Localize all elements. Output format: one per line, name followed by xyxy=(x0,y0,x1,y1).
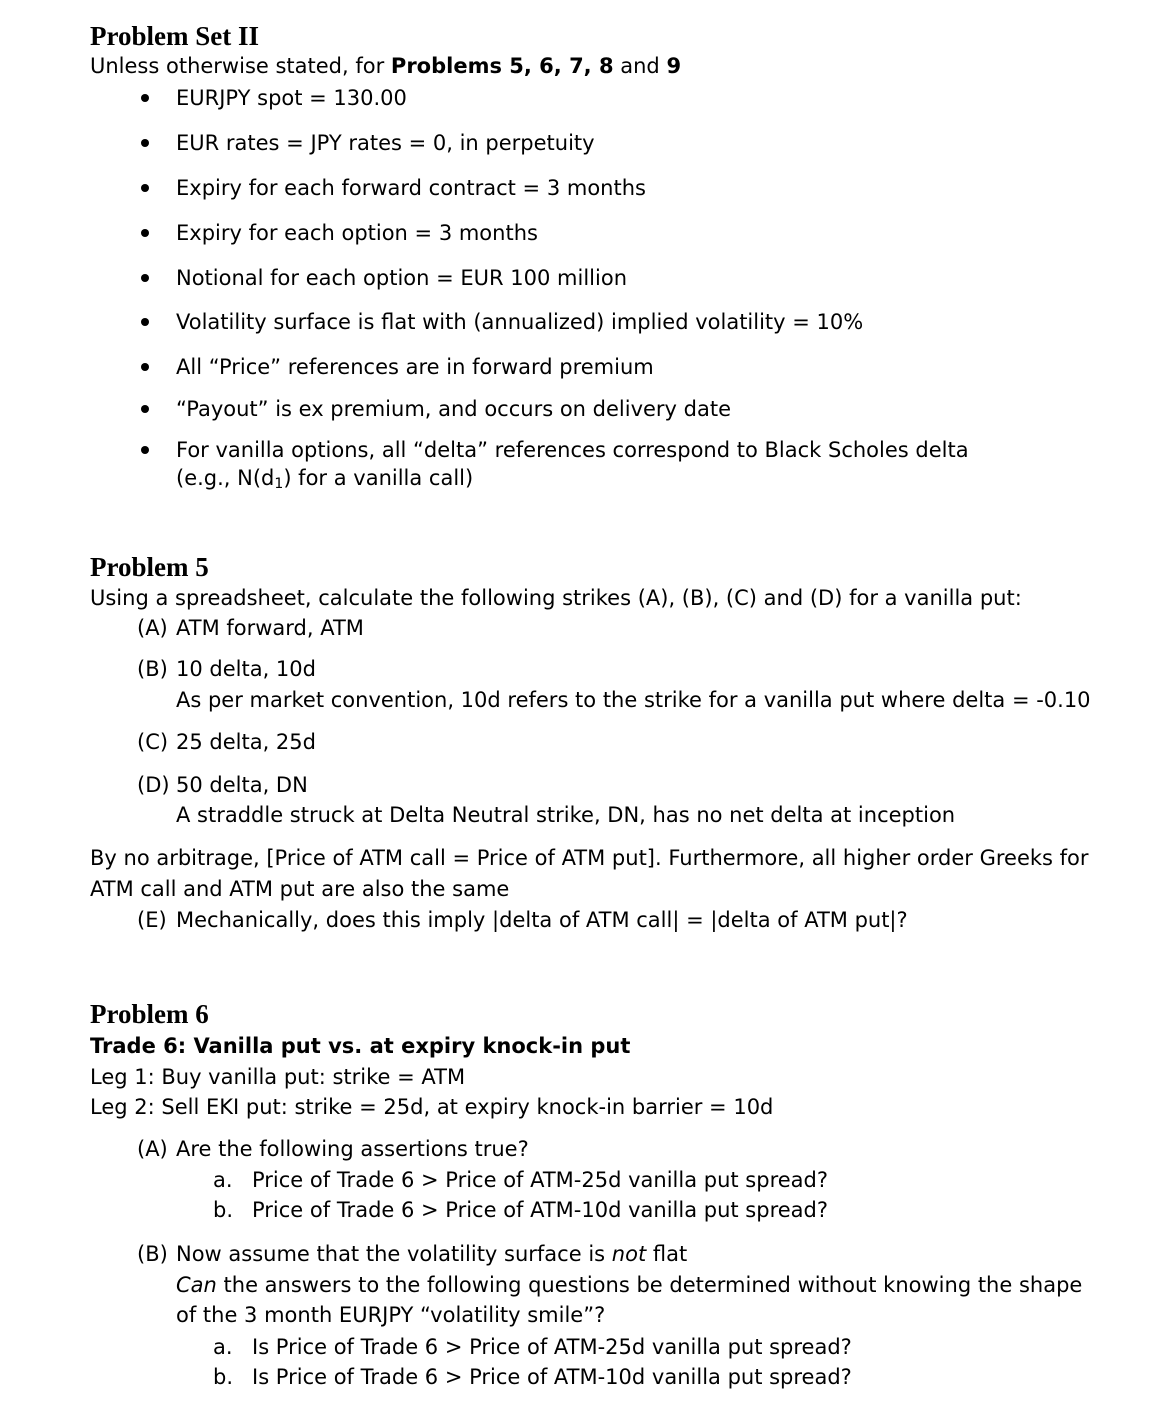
item-label: (B) xyxy=(137,1242,168,1266)
bullet-item: “Payout” is ex premium, and occurs on delivery date xyxy=(176,397,732,421)
bullet-dot xyxy=(141,139,149,147)
intro-prefix: Unless otherwise stated, for xyxy=(90,54,391,78)
item-label: (E) xyxy=(137,908,167,932)
item-text: Are the following assertions true? xyxy=(176,1137,529,1161)
bullet-dot xyxy=(141,446,149,454)
item-label: (A) xyxy=(137,616,168,640)
intro-and: and xyxy=(613,54,667,78)
bullet-item-continuation xyxy=(176,464,473,492)
item-text: Mechanically, does this imply |delta of ATM call| = |delta of ATM put|? xyxy=(176,908,908,932)
sub-item-text: Price of Trade 6 > Price of ATM-25d vanilla put spread? xyxy=(252,1168,829,1192)
b-question-emphasis: Can xyxy=(176,1273,217,1297)
b-question-line-2: of the 3 month EURJPY “volatility smile”? xyxy=(176,1303,606,1327)
b-text-suffix: flat xyxy=(646,1242,688,1266)
b-question-line-1 xyxy=(176,1271,1082,1299)
bullet-dot xyxy=(141,318,149,326)
trade-6-leg-2: Leg 2: Sell EKI put: strike = 25d, at expiry knock-in barrier = 10d xyxy=(90,1095,774,1119)
item-label: (D) xyxy=(137,773,170,797)
problem-5-paragraph-line-1: By no arbitrage, [Price of ATM call = Price of ATM put]. Furthermore, all higher order Greeks for xyxy=(90,846,1089,870)
problem-set-title: Problem Set II xyxy=(90,21,259,51)
trade-6-title: Trade 6: Vanilla put vs. at expiry knock-in put xyxy=(90,1034,631,1058)
sub-item-text: Is Price of Trade 6 > Price of ATM-10d vanilla put spread? xyxy=(252,1365,852,1389)
trade-6-leg-1: Leg 1: Buy vanilla put: strike = ATM xyxy=(90,1065,466,1089)
problem-5-title: Problem 5 xyxy=(90,552,209,582)
sub-item-text: Is Price of Trade 6 > Price of ATM-25d vanilla put spread? xyxy=(252,1335,852,1359)
bullet-item: Notional for each option = EUR 100 million xyxy=(176,266,627,290)
item-text xyxy=(176,1240,687,1268)
problem-5-intro: Using a spreadsheet, calculate the following strikes (A), (B), (C) and (D) for a vanilla put: xyxy=(90,586,1022,610)
bullet-item: Expiry for each option = 3 months xyxy=(176,221,538,245)
bullet-item: All “Price” references are in forward premium xyxy=(176,355,654,379)
item-note: As per market convention, 10d refers to the strike for a vanilla put where delta = -0.10 xyxy=(176,688,1091,712)
bullet-item: Volatility surface is flat with (annualized) implied volatility = 10% xyxy=(176,310,864,334)
problem-6-title: Problem 6 xyxy=(90,999,209,1029)
bullet-dot xyxy=(141,184,149,192)
intro-bold-last: 9 xyxy=(666,54,682,78)
sub-item-label: a. xyxy=(213,1168,233,1192)
item-note: A straddle struck at Delta Neutral strike, DN, has no net delta at inception xyxy=(176,803,956,827)
item-text: 10 delta, 10d xyxy=(176,657,316,681)
sub-item-label: b. xyxy=(213,1198,234,1222)
bullet-item: EURJPY spot = 130.00 xyxy=(176,86,407,110)
continuation-subscript: 1 xyxy=(274,476,284,492)
item-text: 25 delta, 25d xyxy=(176,730,316,754)
b-text-prefix: Now assume that the volatility surface is xyxy=(176,1242,612,1266)
item-label: (A) xyxy=(137,1137,168,1161)
problem-set-intro xyxy=(90,52,681,80)
item-label: (C) xyxy=(137,730,169,754)
intro-bold-problems: Problems 5, 6, 7, 8 xyxy=(390,54,614,78)
bullet-dot xyxy=(141,363,149,371)
bullet-item: Expiry for each forward contract = 3 months xyxy=(176,176,646,200)
bullet-dot xyxy=(141,229,149,237)
bullet-item: EUR rates = JPY rates = 0, in perpetuity xyxy=(176,131,595,155)
sub-item-text: Price of Trade 6 > Price of ATM-10d vanilla put spread? xyxy=(252,1198,829,1222)
bullet-item: For vanilla options, all “delta” references correspond to Black Scholes delta xyxy=(176,438,969,462)
item-text: 50 delta, DN xyxy=(176,773,308,797)
continuation-prefix: (e.g., N(d xyxy=(176,466,275,490)
sub-item-label: a. xyxy=(213,1335,233,1359)
continuation-suffix: ) for a vanilla call) xyxy=(283,466,474,490)
bullet-dot xyxy=(141,94,149,102)
bullet-dot xyxy=(141,274,149,282)
b-text-emphasis: not xyxy=(611,1242,647,1266)
item-text: ATM forward, ATM xyxy=(176,616,364,640)
problem-5-paragraph-line-2: ATM call and ATM put are also the same xyxy=(90,877,510,901)
bullet-dot xyxy=(141,405,149,413)
sub-item-label: b. xyxy=(213,1365,234,1389)
b-question-rest: the answers to the following questions be determined without knowing the shape xyxy=(216,1273,1083,1297)
item-label: (B) xyxy=(137,657,168,681)
